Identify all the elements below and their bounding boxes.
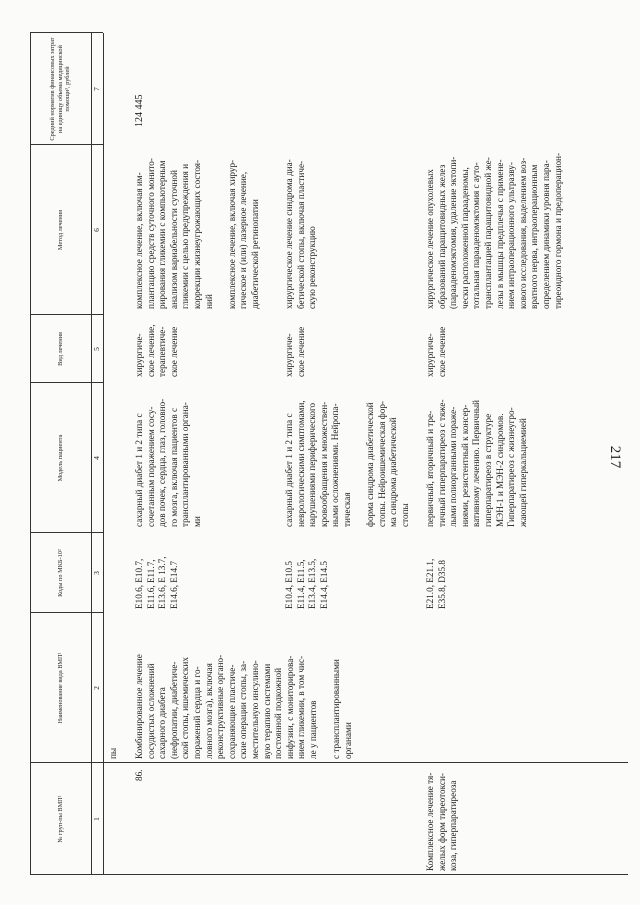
table-left-border	[30, 874, 628, 875]
row-86-group-number: 86.	[134, 769, 144, 781]
row-86-vmp-name: Комбинированное лечение сосудистых осложнений сахарного диабета (нефропатии, диабетиче- ской стопы, ишемических поражений сердца и го- ловного мозга), включая реконструктивные органо- сохраняющие пластиче- ские операции стопы, за- местительную инсулино- вую терапию системами постоянной подкожной инфузии, с мониторирова- нием гликемии, в том чис- ле у пациентов с трансплантированными органами	[134, 654, 353, 759]
page-number: 217	[607, 445, 623, 469]
header-treatment-method: Метод лечения	[56, 209, 64, 251]
header-cost-norm: Средний норматив финансовых затрат на единицу объема медицинской помощи³, рублей	[49, 37, 72, 141]
row-thyro-icd-codes: E21.0, E21.1, E35.8, D35.8	[425, 558, 447, 609]
row-thyro-treatment-method: хирургическое лечение опухолевых образований паращитовидных желез (парааденомэктомия, удаление эктопи- чески расположенной парааденомы, тотальная парааденомэктомия с ауто- трансплантацией паращитовидной же- лезы в мышцы предплечья с примене- нием интраоперационного ультразву- кового исследования, выделением воз- вратного нерва, интраоперационным определением динамики уровня пара- тиреоидного гормона и предоперацион-	[425, 152, 563, 309]
column-numbers-bottom-border	[103, 33, 104, 875]
row-86-icd-codes-2: E10.4, E10.5 E11.4, E11.5, E13.4, E13.5, E14.4, E14.5	[284, 558, 329, 609]
row-86-cost-norm: 124 445	[134, 94, 145, 127]
column-number-2: 2	[92, 686, 101, 690]
row-86-patient-model-2: сахарный диабет 1 и 2 типа с неврологическими симптомами, нарушениями периферического кровообращения и множествен- ными осложнениями. Нейропа- тическая форма синдрома диабетической стопы. Нейроишемическая фор- ма синдрома диабетической стопы	[284, 400, 410, 527]
row-86-treatment-method-2: хирургическое лечение синдрома диа- бетической стопы, включая пластиче- скую реконструкцию	[284, 159, 318, 309]
row-86-patient-model-1: сахарный диабет 1 и 2 типа с сочетанным поражением сосу- дов почек, сердца, глаз, головно- го мозга, включая пациентов с трансплантированными органа- ми	[134, 398, 202, 527]
header-vmp-name: Наименование вида ВМП¹	[56, 652, 64, 724]
column-number-3: 3	[92, 571, 101, 575]
column-number-7: 7	[92, 87, 101, 91]
header-treatment-type: Вид лечения	[56, 332, 64, 366]
carry-over-text: пы	[108, 747, 118, 759]
row-thyro-vmp-name: Комплексное лечение тя- желых форм тиреотокси- коза, гиперпаратиреоза	[425, 772, 459, 871]
header-group: № груп-пы ВМП¹	[56, 795, 64, 843]
column-number-1: 1	[92, 817, 101, 821]
row-86-treatment-method-1: комплексное лечение, включая им- плантацию средств суточного монито- рирования гликемии с компьютерным анализом вариабельности суточной гликемии с целью предупреждения и коррекции жизнеугрожающих состоя- ний комплексное лечение, включая хирур- гическое и (или) лазерное лечение, диабетической ретинопатии	[134, 158, 260, 309]
column-number-4: 4	[92, 456, 101, 460]
column-number-5: 5	[92, 347, 101, 351]
row-86-treatment-type-2: хирургиче- ское лечение	[284, 326, 306, 377]
row-86-icd-codes-1: E10.6, E10.7, E11.6, E11.7, E13.6, E 13.7, E14.6, E14.7	[134, 556, 179, 609]
header-patient-model: Модель пациента	[56, 434, 64, 482]
column-number-6: 6	[92, 228, 101, 232]
row-86-treatment-type-1: хирургиче- ское лечение, терапевтиче- ское лечение	[134, 324, 179, 377]
column-divider-1	[30, 762, 628, 763]
row-thyro-treatment-type: хирургиче- ское лечение	[425, 326, 447, 377]
header-icd-codes: Коды по МКБ-10²	[56, 549, 64, 597]
row-thyro-patient-model: первичный, вторичный и тре- тичный гиперпаратиреоз с тяже- лыми полиорганными пораже- ниями, резистентный к консер- вативному лечению. Первичный гиперпаратиреоз в структуре МЭН-1 и МЭН-2 синдромов. Гиперпаратиреоз с жизнеугро- жающей гиперкальциемией	[425, 399, 528, 527]
